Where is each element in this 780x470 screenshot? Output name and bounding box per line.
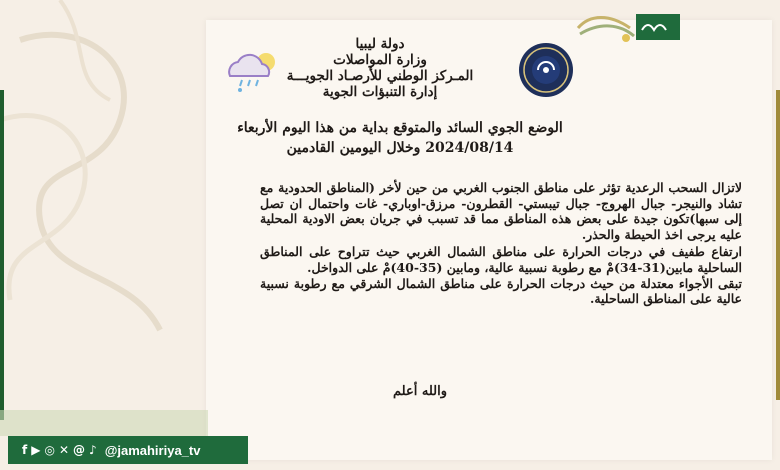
decorative-swirl-background xyxy=(0,0,220,470)
closing-phrase: والله أعلم xyxy=(393,384,447,399)
facebook-icon[interactable]: f xyxy=(22,443,28,457)
header-department: إدارة التنبؤات الجوية xyxy=(322,84,438,100)
header-country: دولة ليبيا xyxy=(355,36,405,52)
left-green-stripe xyxy=(0,90,4,420)
social-media-bar xyxy=(8,436,248,464)
paragraph-northwest: ارتفاع طفيف في درجات الحرارة على مناطق الشمال الغربي حيث تتراوح على المناطق الساحلية مابين(31-34)مْ مع رطوبة نسبية عالية، ومابين (35-40)مْ على الدواخل. xyxy=(260,244,742,275)
decorative-green-block xyxy=(0,410,208,436)
paragraph-northeast: تبقى الأجواء معتدلة من حيث درجات الحرارة على مناطق الشمال الشرقي مع رطوبة نسبية عالية على المناطق الساحلية. xyxy=(260,275,742,307)
instagram-icon[interactable]: ◎ xyxy=(44,443,55,457)
header-ministry: وزارة المواصلات xyxy=(333,52,427,68)
tiktok-icon[interactable]: ♪ xyxy=(89,443,97,457)
bulletin-body xyxy=(260,180,742,307)
title-line-2: 2024/08/14 وخلال اليومين القادمين xyxy=(286,140,514,156)
title-line-1: الوضع الجوي السائد والمتوقع بداية من هذا اليوم الأربعاء xyxy=(237,120,563,136)
youtube-icon[interactable]: ▶ xyxy=(31,443,41,457)
social-handle[interactable]: @jamahiriya_tv xyxy=(104,442,201,458)
bulletin-title xyxy=(210,118,590,158)
threads-icon[interactable]: @ xyxy=(73,443,86,457)
header-block xyxy=(250,36,510,100)
meteorological-center-seal xyxy=(518,42,574,98)
header-center: المـركز الوطني للأرصـاد الجويـــة xyxy=(286,68,474,84)
channel-logo xyxy=(570,8,690,44)
x-icon[interactable]: ✕ xyxy=(58,443,70,457)
paragraph-southwest: لاتزال السحب الرعدية تؤثر على مناطق الجنوب الغربي من حين لأخر (المناطق الحدودية مع تشاد والنيجر- جبال الهروج- جبال تيبستي- القطرون- مرزق-اوباري- غات واحتمال ان تصل إلى سبها)تكون جيدة على بعض هذه المناطق مما قد تسبب في جريان بعض الاودية المحلية عليه يرجى اخذ الحيطة والحذر. xyxy=(260,180,742,242)
right-gold-stripe xyxy=(776,90,780,400)
